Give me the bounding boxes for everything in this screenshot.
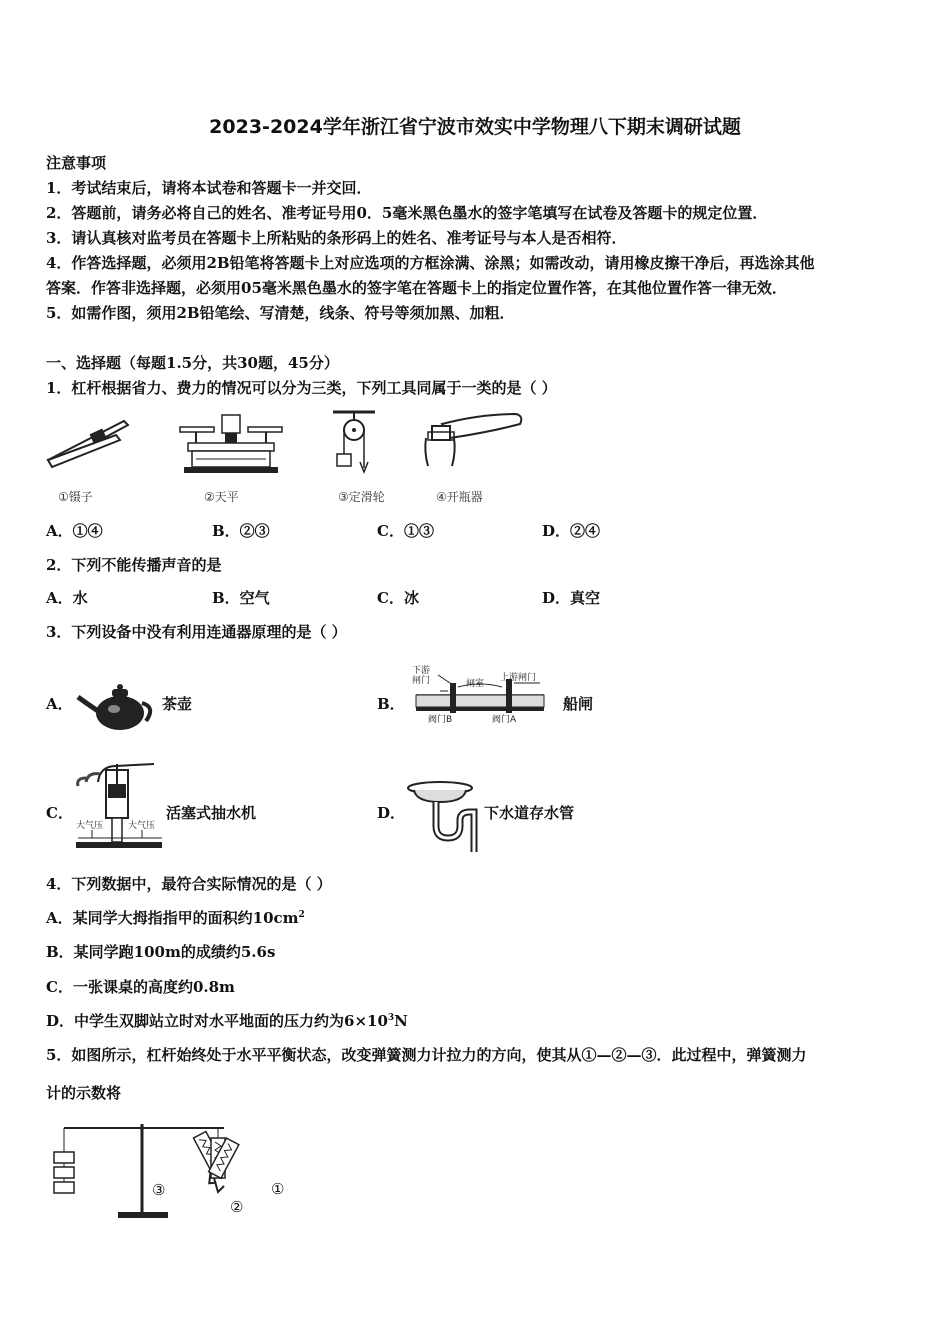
q3-option-c-label: 活塞式抽水机: [166, 804, 257, 822]
q5-stem-line1: 5．如图所示，杠杆始终处于水平平衡状态，改变弹簧测力计拉力的方向，使其从①—②—③．此过程中，弹簧测力: [46, 1046, 807, 1064]
page-title: 2023-2024学年浙江省宁波市效实中学物理八下期末调研试题: [209, 116, 741, 138]
q2-option-d[interactable]: D．真空: [542, 589, 601, 607]
lock-valve-b-label: 阀门B: [428, 715, 453, 725]
q3-option-b-label: 船闸: [563, 695, 594, 713]
q5-label-3: ③: [152, 1181, 166, 1199]
fixed-pulley-figure: [333, 410, 375, 476]
pump-atm-label-left: 大气压: [76, 821, 104, 831]
q4-option-d-sup: 3: [387, 1013, 395, 1023]
q5-label-1: ①: [271, 1180, 285, 1198]
q1-option-b[interactable]: B．②③: [212, 522, 270, 540]
notice-item-5: 5．如需作图，须用2B铅笔绘、写清楚，线条、符号等须加黑、加粗．: [46, 304, 515, 322]
pump-atm-label-right: 大气压: [128, 821, 156, 831]
notice-heading: 注意事项: [46, 154, 107, 172]
q4-option-d-text: D．中学生双脚站立时对水平地面的压力约为6×10: [46, 1012, 388, 1030]
q3-option-b-letter[interactable]: B．: [377, 695, 405, 713]
balance-figure: [178, 413, 284, 475]
q3-option-d-label: 下水道存水管: [484, 804, 575, 822]
lock-down-gate-label: 下游 闸门: [412, 666, 431, 686]
q5-label-2: ②: [230, 1198, 244, 1216]
q4-stem: 4．下列数据中，最符合实际情况的是（ ）: [46, 875, 332, 893]
lock-valve-a-label: 阀门A: [492, 715, 517, 725]
q2-option-b[interactable]: B．空气: [212, 589, 270, 607]
q4-option-d-unit: N: [394, 1012, 408, 1030]
q3-option-d-letter[interactable]: D．: [377, 804, 406, 822]
bottle-opener-figure: [420, 410, 526, 470]
lever-spring-figure: [46, 1120, 306, 1224]
q4-option-a-sup: 2: [298, 910, 305, 920]
q4-option-c-text: C．一张课桌的高度约0.8m: [46, 978, 235, 996]
notice-item-2: 2．答题前，请务必将自己的姓名、准考证号用0．5毫米黑色墨水的签字笔填写在试卷及答题卡的规定位置．: [46, 204, 768, 222]
q4-option-d[interactable]: [46, 1010, 408, 1031]
lock-up-gate-label: 上游闸门: [500, 673, 537, 683]
q1-fig-label-1: ①镊子: [58, 490, 93, 504]
q4-option-a[interactable]: [46, 907, 305, 928]
q2-option-a[interactable]: A．水: [46, 589, 88, 607]
notice-item-3: 3．请认真核对监考员在答题卡上所粘贴的条形码上的姓名、准考证号与本人是否相符．: [46, 229, 627, 247]
section-heading: 一、选择题（每题1.5分，共30题，45分）: [46, 354, 339, 372]
q2-option-c[interactable]: C．冰: [377, 589, 419, 607]
q1-fig-label-2: ②天平: [204, 490, 239, 504]
q3-option-a-letter[interactable]: A．: [46, 695, 73, 713]
q4-option-b-text: B．某同学跑100m的成绩约5.6s: [46, 943, 276, 961]
notice-item-1: 1．考试结束后，请将本试卷和答题卡一并交回．: [46, 179, 372, 197]
tweezers-figure: [46, 415, 131, 475]
q4-option-b[interactable]: [46, 941, 275, 962]
q1-fig-label-3: ③定滑轮: [338, 490, 385, 504]
notice-item-4-cont: 答案．作答非选择题，必须用05毫米黑色墨水的签字笔在答题卡上的指定位置作答，在其他位置作答一律无效．: [46, 279, 787, 297]
q1-option-c[interactable]: C．①③: [377, 522, 434, 540]
q1-fig-label-4: ④开瓶器: [436, 490, 483, 504]
q4-option-a-text: A．某同学大拇指指甲的面积约10cm: [46, 909, 299, 927]
notice-item-4: 4．作答选择题，必须用2B铅笔将答题卡上对应选项的方框涂满、涂黑；如需改动，请用橡皮擦干净后，再选涂其他: [46, 254, 815, 272]
q1-option-d[interactable]: D．②④: [542, 522, 601, 540]
q3-option-c-letter[interactable]: C．: [46, 804, 73, 822]
piston-pump-figure: [72, 760, 168, 852]
q4-option-c[interactable]: [46, 976, 235, 997]
q3-option-a-label: 茶壶: [162, 695, 193, 713]
teapot-figure: [76, 683, 156, 733]
drain-trap-figure: [404, 780, 480, 852]
q5-stem-line2: 计的示数将: [46, 1084, 122, 1102]
q1-option-a[interactable]: A．①④: [46, 522, 103, 540]
q2-stem: 2．下列不能传播声音的是: [46, 556, 222, 574]
q3-stem: 3．下列设备中没有利用连通器原理的是（ ）: [46, 623, 347, 641]
q1-stem: 1．杠杆根据省力、费力的情况可以分为三类，下列工具同属于一类的是（ ）: [46, 379, 557, 397]
lock-chamber-label: 闸室: [466, 679, 485, 689]
